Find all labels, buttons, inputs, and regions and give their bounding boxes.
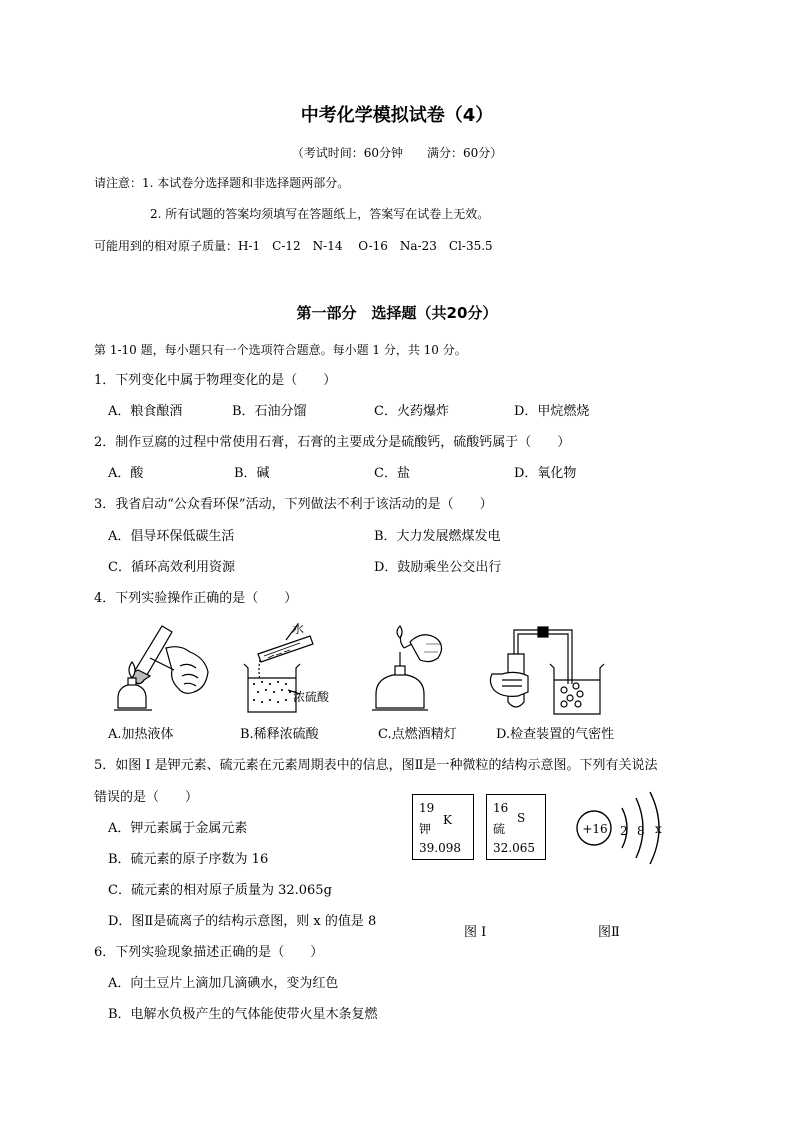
potassium-symbol: K [443, 813, 452, 827]
exam-info: （考试时间：60分钟 满分：60分） [291, 146, 503, 160]
atomic-masses: 可能用到的相对原子质量：H-1 C-12 N-14 O-16 Na-23 Cl-35.5 [94, 239, 493, 253]
question-5-stem-line-2: 错误的是（ ） [94, 790, 199, 805]
figure-2-label: 图Ⅱ [598, 925, 620, 940]
airtightness-figure [488, 624, 608, 718]
q6-option-a: A．向土豆片上滴加几滴碘水，变为红色 [108, 976, 339, 991]
label-concentrated-acid: 浓硫酸 [293, 690, 330, 704]
question-6-stem: 6．下列实验现象描述正确的是（ ） [94, 945, 324, 960]
q3-option-b: B．大力发展燃煤发电 [374, 529, 501, 544]
ion-shell-3-electrons: x [655, 822, 662, 836]
q5-option-c: C．硫元素的相对原子质量为 32.065g [108, 883, 332, 898]
page-title: 中考化学模拟试卷（4） [300, 105, 494, 126]
q4-option-a: A.加热液体 [108, 727, 174, 742]
q2-option-c: C．盐 [374, 466, 410, 481]
lighting-lamp-figure [370, 624, 460, 716]
ion-nucleus-charge: +16 [582, 822, 608, 836]
section-title: 第一部分 选择题（共20分） [296, 304, 498, 322]
question-3-stem: 3．我省启动“公众看环保”活动，下列做法不利于该活动的是（ ） [94, 497, 493, 512]
potassium-name: 钾 [419, 822, 432, 836]
q4-option-b: B.稀释浓硫酸 [240, 727, 319, 742]
q3-option-c: C．循环高效利用资源 [108, 560, 235, 575]
q1-option-b: B．石油分馏 [232, 404, 307, 419]
potassium-atomic-mass: 39.098 [419, 841, 461, 855]
question-5-stem-line-1: 5．如图 I 是钾元素、硫元素在元素周期表中的信息，图Ⅱ是一种微粒的结构示意图。下列有关说法 [94, 758, 658, 773]
potassium-atomic-number: 19 [419, 801, 435, 815]
q1-option-d: D．甲烷燃烧 [514, 404, 590, 419]
heating-liquid-figure [110, 618, 220, 718]
q3-option-a: A．倡导环保低碳生活 [108, 529, 235, 544]
q3-option-d: D．鼓励乘坐公交出行 [374, 560, 502, 575]
sulfur-atomic-number: 16 [493, 801, 509, 815]
q5-option-d: D．图Ⅱ是硫离子的结构示意图，则 x 的值是 8 [108, 914, 377, 929]
label-water: 水 [292, 622, 305, 636]
notice-1: 请注意：1. 本试卷分选择题和非选择题两部分。 [94, 176, 350, 190]
section-instructions: 第 1-10 题，每小题只有一个选项符合题意。每小题 1 分，共 10 分。 [94, 343, 467, 357]
ion-shell-2-electrons: 8 [637, 824, 645, 838]
q2-option-b: B．碱 [234, 466, 270, 481]
element-card-potassium [412, 794, 474, 860]
ion-shell-1-electrons: 2 [620, 824, 628, 838]
q1-option-c: C．火药爆炸 [374, 404, 449, 419]
q5-option-b: B．硫元素的原子序数为 16 [108, 852, 269, 867]
q4-option-d: D.检查装置的气密性 [496, 727, 615, 742]
q4-option-c: C.点燃酒精灯 [378, 727, 457, 742]
element-card-sulfur [486, 794, 546, 860]
q6-option-b: B．电解水负极产生的气体能使带火星木条复燃 [108, 1007, 378, 1022]
figure-1-label: 图 I [464, 925, 487, 940]
notice-2: 2. 所有试题的答案均须填写在答题纸上，答案写在试卷上无效。 [150, 207, 490, 221]
q5-option-a: A．钾元素属于金属元素 [108, 821, 248, 836]
question-4-stem: 4．下列实验操作正确的是（ ） [94, 591, 298, 606]
q1-option-a: A．粮食酿酒 [108, 404, 183, 419]
q2-option-d: D．氧化物 [514, 466, 577, 481]
question-2-stem: 2．制作豆腐的过程中常使用石膏，石膏的主要成分是硫酸钙，硫酸钙属于（ ） [94, 435, 571, 450]
q2-option-a: A．酸 [108, 466, 144, 481]
sulfur-atomic-mass: 32.065 [493, 841, 535, 855]
sulfur-name: 硫 [493, 822, 506, 836]
question-1-stem: 1．下列变化中属于物理变化的是（ ） [94, 373, 337, 388]
sulfur-symbol: S [517, 811, 526, 825]
